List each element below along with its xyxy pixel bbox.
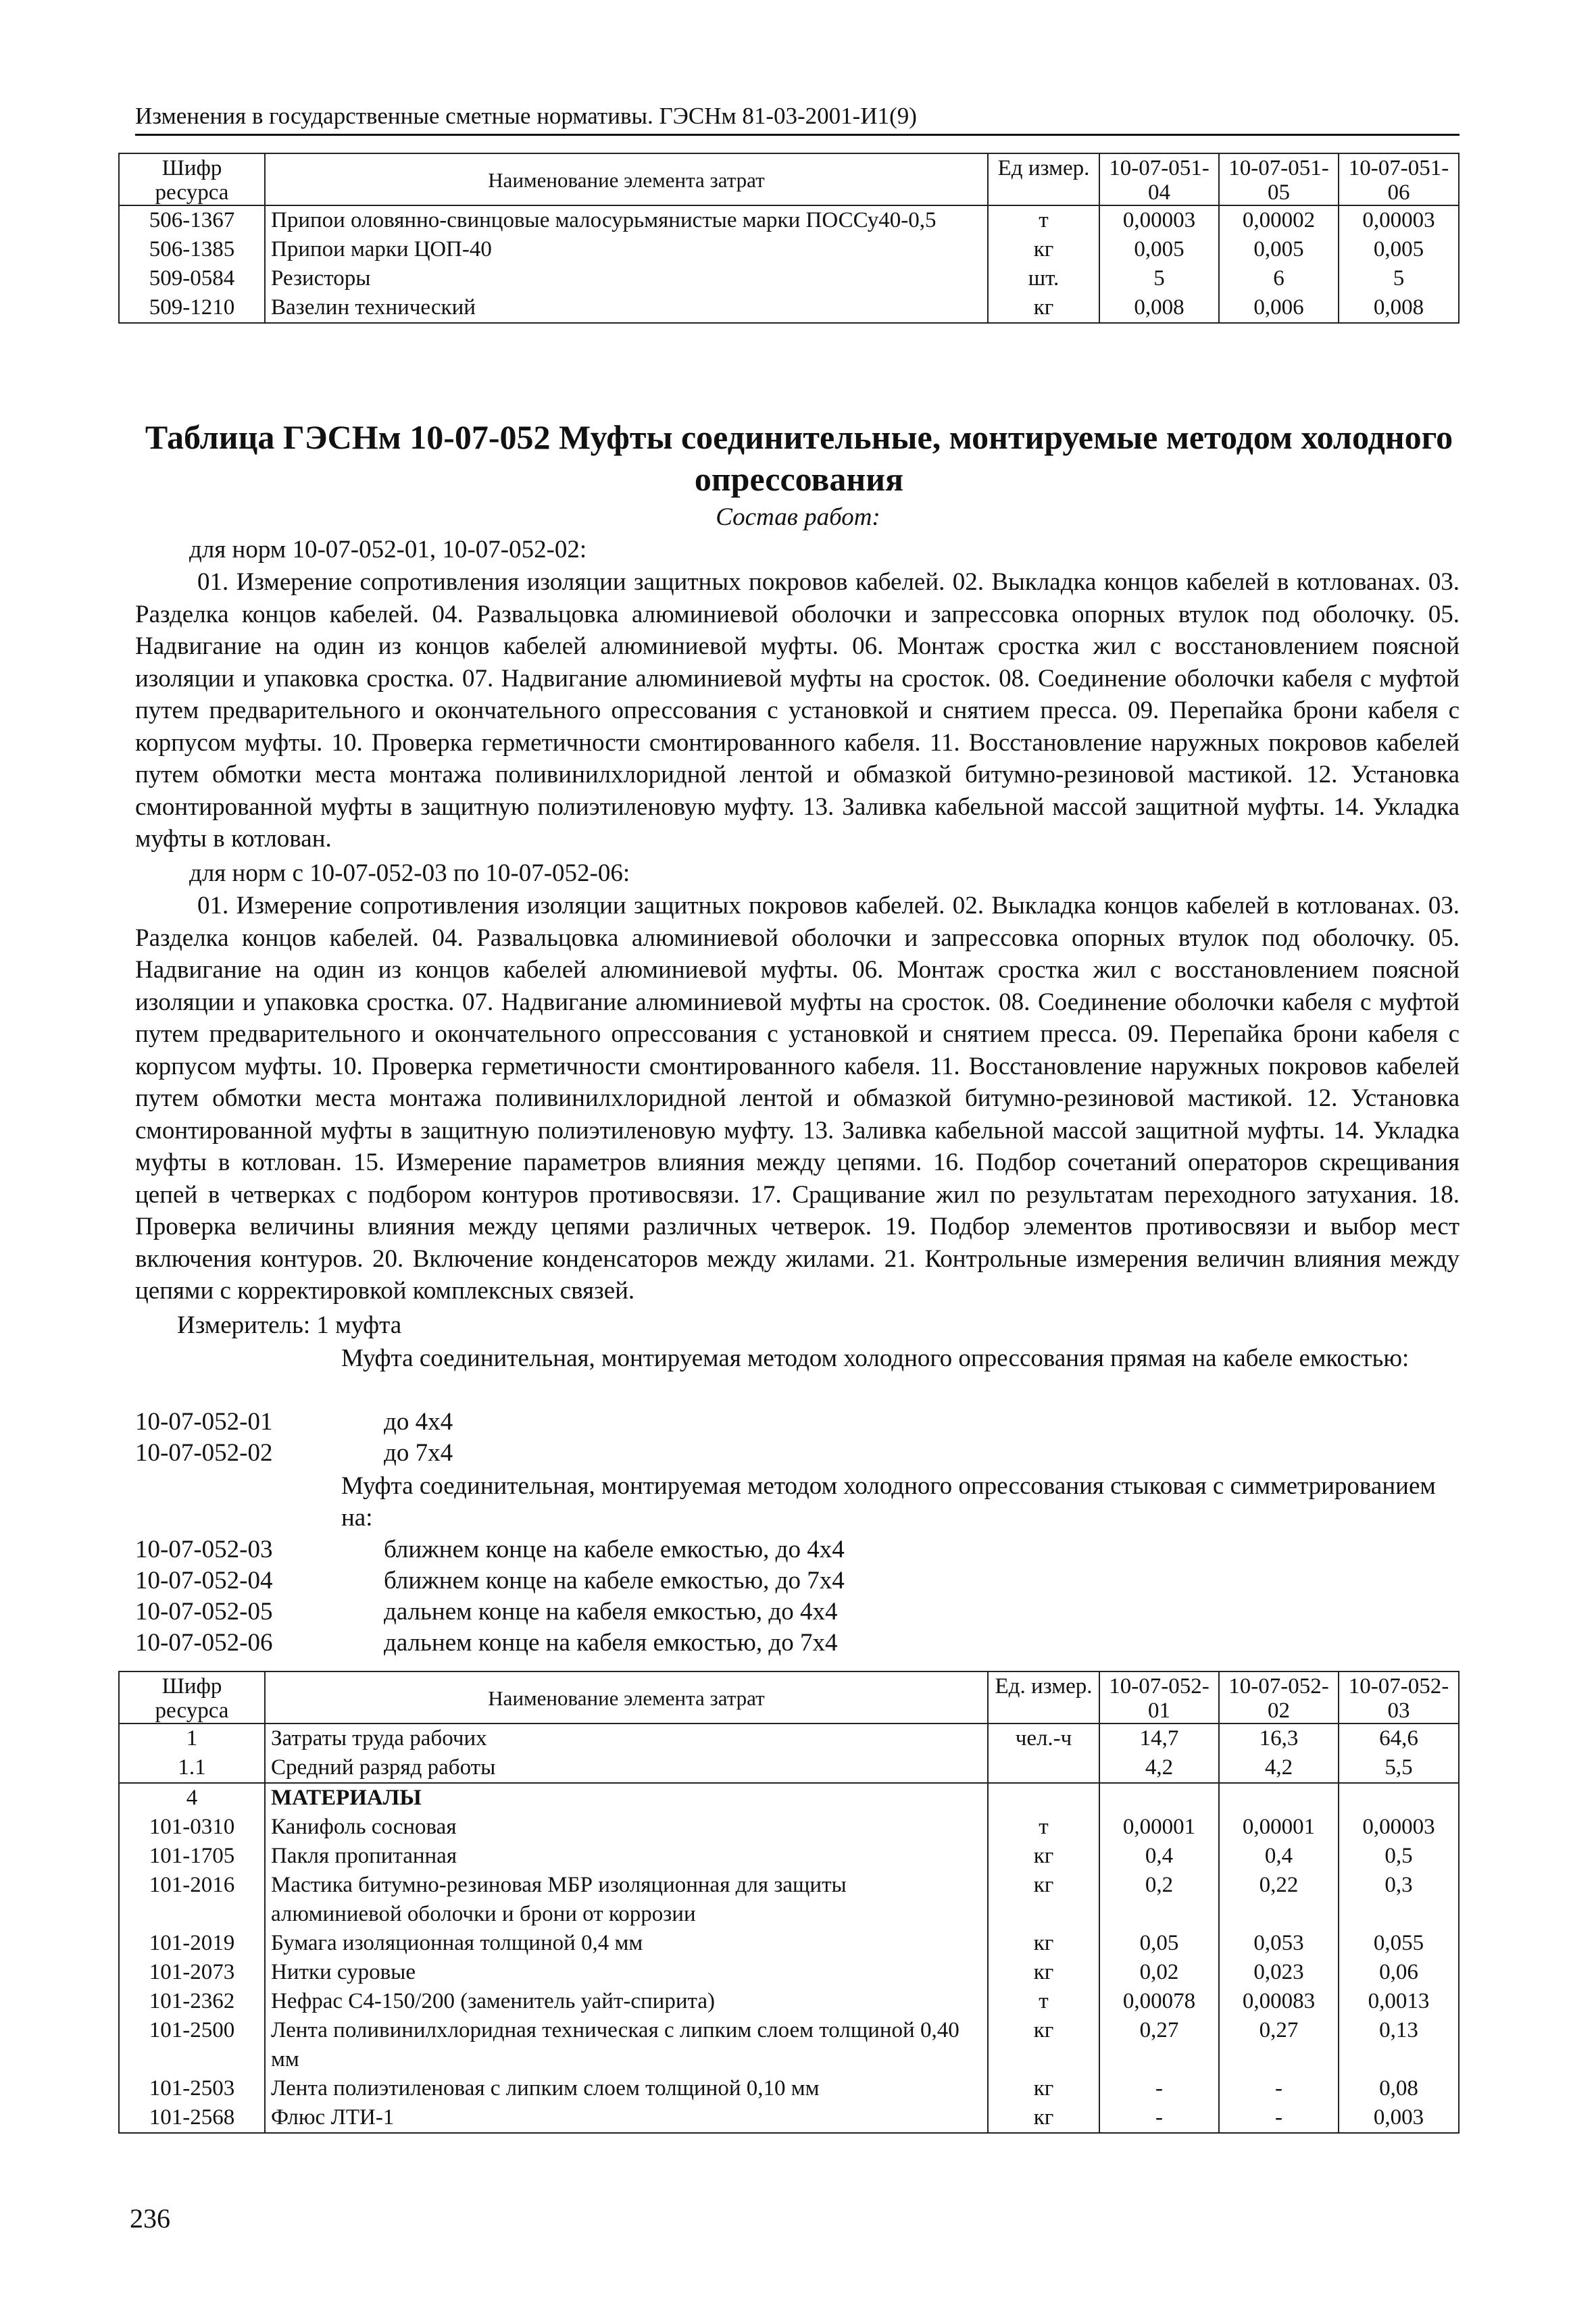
table-row bbox=[119, 1842, 1459, 1871]
cost-table-051 bbox=[118, 153, 1460, 324]
value-norm-1: - bbox=[1099, 2103, 1219, 2133]
composition-heading: Состав работ: bbox=[716, 503, 880, 531]
resource-code: 101-2568 bbox=[119, 2103, 265, 2133]
table-row bbox=[119, 1753, 1459, 1783]
value-norm-3: 0,0013 bbox=[1339, 1987, 1459, 2016]
value-norm-1: 0,2 bbox=[1099, 1871, 1219, 1929]
value-norm-1: 5 bbox=[1099, 264, 1219, 293]
value-norm-1: 0,005 bbox=[1099, 235, 1219, 264]
unit: т bbox=[988, 205, 1099, 235]
unit: чел.-ч bbox=[988, 1724, 1099, 1753]
value-norm-2: - bbox=[1219, 2103, 1339, 2133]
table-row bbox=[119, 1958, 1459, 1987]
value-norm-1 bbox=[1099, 1783, 1219, 1813]
unit: т bbox=[988, 1987, 1099, 2016]
measure-unit: Измеритель: 1 муфта bbox=[177, 1311, 402, 1339]
resource-code: 101-1705 bbox=[119, 1842, 265, 1871]
unit bbox=[988, 1783, 1099, 1813]
value-norm-3: 0,5 bbox=[1339, 1842, 1459, 1871]
unit: кг bbox=[988, 1871, 1099, 1929]
resource-code: 509-0584 bbox=[119, 264, 265, 293]
running-header: Изменения в государственные сметные нормативы. ГЭСНм 81-03-2001-И1(9) bbox=[135, 103, 1460, 136]
element-name: Лента поливинилхлоридная техническая с липким слоем толщиной 0,40 мм bbox=[265, 2016, 988, 2074]
norm-code: 10-07-052-03 bbox=[135, 1536, 273, 1563]
element-name: Нефрас С4-150/200 (заменитель уайт-спирита) bbox=[265, 1987, 988, 2016]
table-row bbox=[119, 1724, 1459, 1753]
table-row bbox=[119, 293, 1459, 323]
value-norm-3: 0,008 bbox=[1339, 293, 1459, 323]
unit: т bbox=[988, 1813, 1099, 1842]
norm-row bbox=[135, 1596, 1460, 1628]
unit bbox=[988, 1753, 1099, 1783]
norm-row bbox=[135, 1565, 1460, 1596]
value-norm-1: 0,00003 bbox=[1099, 205, 1219, 235]
header-name: Наименование элемента затрат bbox=[265, 1671, 988, 1724]
resource-code: 1.1 bbox=[119, 1753, 265, 1783]
element-name: Средний разряд работы bbox=[265, 1753, 988, 1783]
element-name: Пакля пропитанная bbox=[265, 1842, 988, 1871]
value-norm-2: 0,22 bbox=[1219, 1871, 1339, 1929]
unit: кг bbox=[988, 1842, 1099, 1871]
norm-desc: до 4х4 bbox=[384, 1408, 453, 1436]
value-norm-1: 0,00078 bbox=[1099, 1987, 1219, 2016]
value-norm-3: 64,6 bbox=[1339, 1724, 1459, 1753]
value-norm-3: 0,08 bbox=[1339, 2074, 1459, 2103]
value-norm-1: 0,02 bbox=[1099, 1958, 1219, 1987]
element-name: Канифоль сосновая bbox=[265, 1813, 988, 1842]
value-norm-2: 0,005 bbox=[1219, 235, 1339, 264]
table-row bbox=[119, 2074, 1459, 2103]
resource-code: 4 bbox=[119, 1783, 265, 1813]
norm-code: 10-07-052-02 bbox=[135, 1439, 273, 1467]
norm-row bbox=[135, 1534, 1460, 1565]
value-norm-3: 0,055 bbox=[1339, 1929, 1459, 1958]
value-norm-2: 0,006 bbox=[1219, 293, 1339, 323]
element-name: Мастика битумно-резиновая МБР изоляционная для защиты алюминиевой оболочки и брони от коррозии bbox=[265, 1871, 988, 1929]
table-row bbox=[119, 205, 1459, 235]
unit: кг bbox=[988, 2074, 1099, 2103]
value-norm-2: 6 bbox=[1219, 264, 1339, 293]
page-number: 236 bbox=[130, 2203, 170, 2234]
value-norm-2 bbox=[1219, 1783, 1339, 1813]
value-norm-2: 0,00001 bbox=[1219, 1813, 1339, 1842]
resource-code: 101-2016 bbox=[119, 1871, 265, 1929]
resource-code: 101-2500 bbox=[119, 2016, 265, 2074]
norm-code: 10-07-052-01 bbox=[135, 1408, 273, 1436]
table-row bbox=[119, 1871, 1459, 1929]
norms-group-2-work-list: 01. Измерение сопротивления изоляции защитных покровов кабелей. 02. Выкладка концов кабелей в котлованах. 03. Разделка концов кабелей. 04. Развальцовка алюминиевой оболочки и запрессовка опорных втулок под оболочку. 05. Надвигание на один из концов кабелей алюминиевой муфты. 06. Монтаж сростка жил с восстановлением поясной изоляции и упаковка сростка. 07. Надвигание алюминиевой муфты на сросток. 08. Соединение оболочки кабеля с муфтой путем предварительного и окончательного опрессования с установкой и снятием пресса. 09. Перепайка брони кабеля с корпусом муфты. 10. Проверка герметичности смонтированного кабеля. 11. Восстановление наружных покровов кабелей путем обмотки места монтажа поливинилхлоридной лентой и обмазкой битумно-резиновой мастикой. 12. Установка смонтированной муфты в защитную полиэтиленовую муфту. 13. Заливка кабельной массой защитной муфты. 14. Укладка муфты в котлован. 15. Измерение параметров влияния между цепями. 16. Подбор сочетаний операторов скрещивания цепей в четверках с подбором контуров противосвязи. 17. Сращивание жил по результатам переходного затухания. 18. Проверка величины влияния между цепями различных четверок. 19. Подбор элементов противосвязи и выбор мест включения контуров. 20. Включение конденсаторов между жилами. 21. Контрольные измерения величин влияния между цепями с корректировкой комплексных связей. bbox=[135, 892, 1460, 1305]
header-norm-3: 10-07-051-06 bbox=[1339, 153, 1459, 205]
header-code: Шифр ресурса bbox=[119, 153, 265, 205]
resource-code: 101-2503 bbox=[119, 2074, 265, 2103]
resource-code: 101-2073 bbox=[119, 1958, 265, 1987]
norm-code: 10-07-052-04 bbox=[135, 1567, 273, 1594]
value-norm-2: 0,023 bbox=[1219, 1958, 1339, 1987]
element-name: Затраты труда рабочих bbox=[265, 1724, 988, 1753]
norm-row bbox=[135, 1438, 1460, 1469]
value-norm-1: 4,2 bbox=[1099, 1753, 1219, 1783]
element-name: Лента полиэтиленовая с липким слоем толщиной 0,10 мм bbox=[265, 2074, 988, 2103]
table-row bbox=[119, 2016, 1459, 2074]
value-norm-3: 0,003 bbox=[1339, 2103, 1459, 2133]
table-row bbox=[119, 1929, 1459, 1958]
table-body bbox=[119, 205, 1459, 323]
resource-code: 101-2019 bbox=[119, 1929, 265, 1958]
value-norm-1: 0,00001 bbox=[1099, 1813, 1219, 1842]
table-header-row bbox=[119, 1671, 1459, 1724]
table-row bbox=[119, 1987, 1459, 2016]
value-norm-1: - bbox=[1099, 2074, 1219, 2103]
norm-row bbox=[135, 1628, 1460, 1659]
value-norm-3: 0,13 bbox=[1339, 2016, 1459, 2074]
element-name: МАТЕРИАЛЫ bbox=[265, 1783, 988, 1813]
norm-row bbox=[135, 1407, 1460, 1438]
value-norm-2: - bbox=[1219, 2074, 1339, 2103]
value-norm-3 bbox=[1339, 1783, 1459, 1813]
element-name: Припои марки ЦОП-40 bbox=[265, 235, 988, 264]
element-name: Вазелин технический bbox=[265, 293, 988, 323]
unit: кг bbox=[988, 2103, 1099, 2133]
value-norm-3: 5,5 bbox=[1339, 1753, 1459, 1783]
unit: кг bbox=[988, 293, 1099, 323]
unit: кг bbox=[988, 1929, 1099, 1958]
norm-code: 10-07-052-05 bbox=[135, 1598, 273, 1626]
value-norm-2: 0,00083 bbox=[1219, 1987, 1339, 2016]
value-norm-1: 0,4 bbox=[1099, 1842, 1219, 1871]
element-name: Бумага изоляционная толщиной 0,4 мм bbox=[265, 1929, 988, 1958]
value-norm-3: 0,06 bbox=[1339, 1958, 1459, 1987]
group-2-description: Муфта соединительная, монтируемая методом холодного опрессования стыковая с симметрированием на: bbox=[341, 1472, 1436, 1532]
table-row bbox=[119, 264, 1459, 293]
unit: кг bbox=[988, 235, 1099, 264]
header-code: Шифр ресурса bbox=[119, 1671, 265, 1724]
value-norm-2: 0,053 bbox=[1219, 1929, 1339, 1958]
group-1-description: Муфта соединительная, монтируемая методом холодного опрессования прямая на кабеле емкостью: bbox=[341, 1344, 1410, 1372]
norms-group-1-label: для норм 10-07-052-01, 10-07-052-02: bbox=[189, 536, 587, 563]
unit: шт. bbox=[988, 264, 1099, 293]
norm-code: 10-07-052-06 bbox=[135, 1629, 273, 1657]
header-norm-3: 10-07-052-03 bbox=[1339, 1671, 1459, 1724]
value-norm-3: 5 bbox=[1339, 264, 1459, 293]
value-norm-3: 0,00003 bbox=[1339, 1813, 1459, 1842]
value-norm-3: 0,00003 bbox=[1339, 205, 1459, 235]
unit: кг bbox=[988, 2016, 1099, 2074]
norm-desc: до 7х4 bbox=[384, 1439, 453, 1467]
element-name: Припои оловянно-свинцовые малосурьмянистые марки ПОССу40-0,5 bbox=[265, 205, 988, 235]
table-body bbox=[119, 1724, 1459, 2133]
norms-group-1-work-list: 01. Измерение сопротивления изоляции защитных покровов кабелей. 02. Выкладка концов кабелей в котлованах. 03. Разделка концов кабелей. 04. Развальцовка алюминиевой оболочки и запрессовка опорных втулок под оболочку. 05. Надвигание на один из концов кабелей алюминиевой муфты. 06. Монтаж сростка жил с восстановлением поясной изоляции и упаковка сростка. 07. Надвигание алюминиевой муфты на сросток. 08. Соединение оболочки кабеля с муфтой путем предварительного и окончательного опрессования с установкой и снятием пресса. 09. Перепайка брони кабеля с корпусом муфты. 10. Проверка герметичности смонтированного кабеля. 11. Восстановление наружных покровов кабелей путем обмотки места монтажа поливинилхлоридной лентой и обмазкой битумно-резиновой мастикой. 12. Установка смонтированной муфты в защитную полиэтиленовую муфту. 13. Заливка кабельной массой защитной муфты. 14. Укладка муфты в котлован. bbox=[135, 568, 1460, 853]
table-title: Таблица ГЭСНм 10-07-052 Муфты соединительные, монтируемые методом холодного опрессования bbox=[145, 418, 1453, 498]
table-row bbox=[119, 235, 1459, 264]
norms-group-2-label: для норм с 10-07-052-03 по 10-07-052-06: bbox=[189, 859, 630, 887]
header-norm-2: 10-07-052-02 bbox=[1219, 1671, 1339, 1724]
resource-code: 506-1367 bbox=[119, 205, 265, 235]
value-norm-2: 0,27 bbox=[1219, 2016, 1339, 2074]
value-norm-1: 0,27 bbox=[1099, 2016, 1219, 2074]
value-norm-1: 14,7 bbox=[1099, 1724, 1219, 1753]
norm-desc: ближнем конце на кабеле емкостью, до 4х4 bbox=[384, 1536, 845, 1563]
header-norm-1: 10-07-051-04 bbox=[1099, 153, 1219, 205]
header-norm-2: 10-07-051-05 bbox=[1219, 153, 1339, 205]
value-norm-1: 0,008 bbox=[1099, 293, 1219, 323]
norm-desc: дальнем конце на кабеля емкостью, до 4х4 bbox=[384, 1598, 838, 1626]
table-row bbox=[119, 1813, 1459, 1842]
norm-desc: ближнем конце на кабеле емкостью, до 7х4 bbox=[384, 1567, 845, 1594]
element-name: Нитки суровые bbox=[265, 1958, 988, 1987]
header-unit: Ед измер. bbox=[988, 153, 1099, 205]
resource-code: 509-1210 bbox=[119, 293, 265, 323]
header-name: Наименование элемента затрат bbox=[265, 153, 988, 205]
resource-code: 1 bbox=[119, 1724, 265, 1753]
resource-code: 506-1385 bbox=[119, 235, 265, 264]
value-norm-3: 0,3 bbox=[1339, 1871, 1459, 1929]
value-norm-2: 16,3 bbox=[1219, 1724, 1339, 1753]
table-row bbox=[119, 1783, 1459, 1813]
cost-table-052 bbox=[118, 1671, 1460, 2134]
value-norm-2: 0,4 bbox=[1219, 1842, 1339, 1871]
element-name: Флюс ЛТИ-1 bbox=[265, 2103, 988, 2133]
value-norm-2: 4,2 bbox=[1219, 1753, 1339, 1783]
norm-desc: дальнем конце на кабеля емкостью, до 7х4 bbox=[384, 1629, 838, 1657]
resource-code: 101-0310 bbox=[119, 1813, 265, 1842]
header-unit: Ед. измер. bbox=[988, 1671, 1099, 1724]
element-name: Резисторы bbox=[265, 264, 988, 293]
value-norm-3: 0,005 bbox=[1339, 235, 1459, 264]
value-norm-1: 0,05 bbox=[1099, 1929, 1219, 1958]
table-row bbox=[119, 2103, 1459, 2133]
value-norm-2: 0,00002 bbox=[1219, 205, 1339, 235]
header-norm-1: 10-07-052-01 bbox=[1099, 1671, 1219, 1724]
table-header-row bbox=[119, 153, 1459, 205]
unit: кг bbox=[988, 1958, 1099, 1987]
resource-code: 101-2362 bbox=[119, 1987, 265, 2016]
